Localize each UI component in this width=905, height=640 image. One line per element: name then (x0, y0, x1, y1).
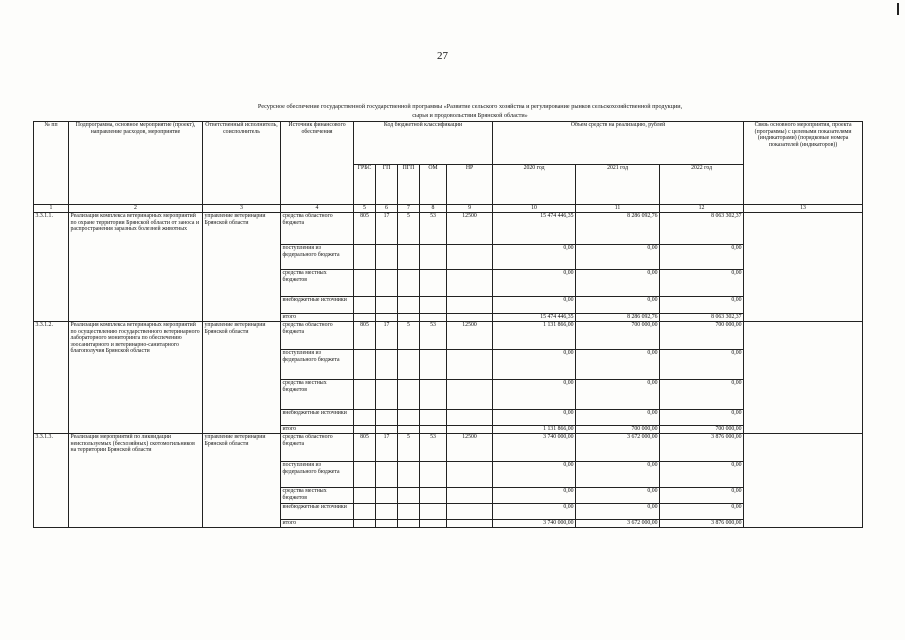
value-2020: 0,00 (493, 410, 576, 426)
value-2022: 0,00 (660, 297, 744, 314)
value-2020: 0,00 (493, 350, 576, 380)
header-om: ОМ (420, 165, 447, 205)
value-2022: 0,00 (660, 270, 744, 297)
executor: управление ветеринарии Брянской области (203, 213, 281, 322)
col-num: 7 (398, 205, 420, 213)
header-program: Подпрограмма, основное мероприятие (проект), направление расходов, мероприятие (69, 122, 203, 205)
table-row (34, 322, 863, 350)
col-num: 11 (576, 205, 660, 213)
col-num: 1 (34, 205, 69, 213)
code-gp: 17 (376, 322, 398, 350)
value-2022: 3 876 000,00 (660, 434, 744, 462)
col-num: 9 (447, 205, 493, 213)
value-2022: 0,00 (660, 245, 744, 270)
header-np: НР (447, 165, 493, 205)
value-2020: 0,00 (493, 462, 576, 488)
page-number: 27 (437, 50, 448, 62)
code-grbs: 805 (354, 434, 376, 462)
code-np: 12500 (447, 213, 493, 245)
value-2021: 700 000,00 (576, 322, 660, 350)
indicator-link (744, 322, 863, 434)
col-num: 8 (420, 205, 447, 213)
header-budget-code: Код бюджетной классификации (354, 122, 493, 165)
header-link: Связь основного мероприятия, проекта (программы) с целевыми показателями (индикаторами) (порядковые номера показателей (индикаторов)) (744, 122, 863, 205)
col-num: 5 (354, 205, 376, 213)
code-pgp: 5 (398, 434, 420, 462)
executor: управление ветеринарии Брянской области (203, 322, 281, 434)
value-2022: 0,00 (660, 350, 744, 380)
indicator-link (744, 213, 863, 322)
col-num: 2 (69, 205, 203, 213)
table-row (34, 213, 863, 245)
header-2020: 2020 год (493, 165, 576, 205)
title-line-2: сырья и продовольствия Брянской области» (412, 112, 528, 119)
value-2021: 0,00 (576, 380, 660, 410)
code-np: 12500 (447, 322, 493, 350)
header-2022: 2022 год (660, 165, 744, 205)
source-total: итого (281, 426, 354, 434)
value-2022: 3 876 000,00 (660, 520, 744, 528)
value-2021: 8 286 092,76 (576, 213, 660, 245)
value-2020: 15 474 446,35 (493, 213, 576, 245)
header-executor: Ответственный исполнитель, соисполнитель (203, 122, 281, 205)
header-pgp: ПГП (398, 165, 420, 205)
value-2020: 1 131 866,00 (493, 322, 576, 350)
value-2021: 700 000,00 (576, 426, 660, 434)
source-extra: внебюджетные источники (281, 297, 354, 314)
code-pgp: 5 (398, 213, 420, 245)
source-regional: средства областного бюджета (281, 322, 354, 350)
source-extra: внебюджетные источники (281, 504, 354, 520)
source-federal: поступления из федерального бюджета (281, 350, 354, 380)
source-total: итого (281, 520, 354, 528)
source-regional: средства областного бюджета (281, 213, 354, 245)
code-om: 53 (420, 434, 447, 462)
value-2021: 0,00 (576, 410, 660, 426)
value-2020: 0,00 (493, 504, 576, 520)
measure-name: Реализация мероприятий по ликвидации неиспользуемых (бесхозяйных) скотомогильников на территории Брянской области (69, 434, 203, 528)
col-num: 12 (660, 205, 744, 213)
col-num: 10 (493, 205, 576, 213)
value-2022: 0,00 (660, 410, 744, 426)
value-2021: 8 286 092,76 (576, 314, 660, 322)
code-om: 53 (420, 322, 447, 350)
value-2021: 0,00 (576, 504, 660, 520)
header-source: Источник финансового обеспечения (281, 122, 354, 205)
code-gp: 17 (376, 434, 398, 462)
executor: управление ветеринарии Брянской области (203, 434, 281, 528)
code-np: 12500 (447, 434, 493, 462)
value-2022: 0,00 (660, 462, 744, 488)
row-number: 3.3.1.3. (34, 434, 69, 528)
value-2022: 8 063 302,37 (660, 314, 744, 322)
document-title (120, 102, 820, 120)
source-local: средства местных бюджетов (281, 488, 354, 504)
value-2022: 0,00 (660, 380, 744, 410)
source-federal: поступления из федерального бюджета (281, 245, 354, 270)
table-row (34, 434, 863, 462)
source-federal: поступления из федерального бюджета (281, 462, 354, 488)
header-volume: Объем средств на реализацию, рублей (493, 122, 744, 165)
code-grbs: 805 (354, 213, 376, 245)
source-local: средства местных бюджетов (281, 270, 354, 297)
code-pgp: 5 (398, 322, 420, 350)
row-number: 3.3.1.2. (34, 322, 69, 434)
measure-name: Реализация комплекса ветеринарных мероприятий по осуществлению государственного ветеринарного лабораторного мониторинга по обеспечению зоосанитарного и ветеринарно-санитарного благополучия Брянской области (69, 322, 203, 434)
value-2020: 0,00 (493, 270, 576, 297)
header-n: № пп (34, 122, 69, 205)
value-2022: 0,00 (660, 504, 744, 520)
value-2021: 3 672 000,00 (576, 520, 660, 528)
source-total: итого (281, 314, 354, 322)
value-2022: 700 000,00 (660, 322, 744, 350)
code-gp: 17 (376, 213, 398, 245)
value-2020: 15 474 446,35 (493, 314, 576, 322)
header-grbs: ГРБС (354, 165, 376, 205)
value-2021: 0,00 (576, 350, 660, 380)
source-extra: внебюджетные источники (281, 410, 354, 426)
scan-edge-mark (897, 3, 899, 15)
indicator-link (744, 434, 863, 528)
header-gp: ГП (376, 165, 398, 205)
value-2022: 8 063 302,37 (660, 213, 744, 245)
value-2021: 0,00 (576, 488, 660, 504)
source-regional: средства областного бюджета (281, 434, 354, 462)
value-2020: 3 740 000,00 (493, 434, 576, 462)
value-2021: 0,00 (576, 462, 660, 488)
value-2020: 3 740 000,00 (493, 520, 576, 528)
value-2020: 0,00 (493, 245, 576, 270)
col-num: 3 (203, 205, 281, 213)
column-number-row (34, 205, 863, 213)
source-local: средства местных бюджетов (281, 380, 354, 410)
value-2021: 0,00 (576, 270, 660, 297)
value-2021: 0,00 (576, 297, 660, 314)
measure-name: Реализация комплекса ветеринарных мероприятий по охране территории Брянской области от заноса и распространения заразных болезней животных (69, 213, 203, 322)
value-2021: 0,00 (576, 245, 660, 270)
col-num: 6 (376, 205, 398, 213)
row-number: 3.3.1.1. (34, 213, 69, 322)
title-line-1: Ресурсное обеспечение государственной государственной программы «Развитие сельского хозяйства и регулирование рынков сельскохозяйственной продукции, (257, 103, 683, 110)
resource-table (33, 121, 863, 528)
value-2020: 0,00 (493, 297, 576, 314)
value-2022: 700 000,00 (660, 426, 744, 434)
value-2020: 0,00 (493, 380, 576, 410)
value-2021: 3 672 000,00 (576, 434, 660, 462)
code-om: 53 (420, 213, 447, 245)
col-num: 4 (281, 205, 354, 213)
col-num: 13 (744, 205, 863, 213)
value-2022: 0,00 (660, 488, 744, 504)
value-2020: 0,00 (493, 488, 576, 504)
code-grbs: 805 (354, 322, 376, 350)
header-2021: 2021 год (576, 165, 660, 205)
value-2020: 1 131 866,00 (493, 426, 576, 434)
